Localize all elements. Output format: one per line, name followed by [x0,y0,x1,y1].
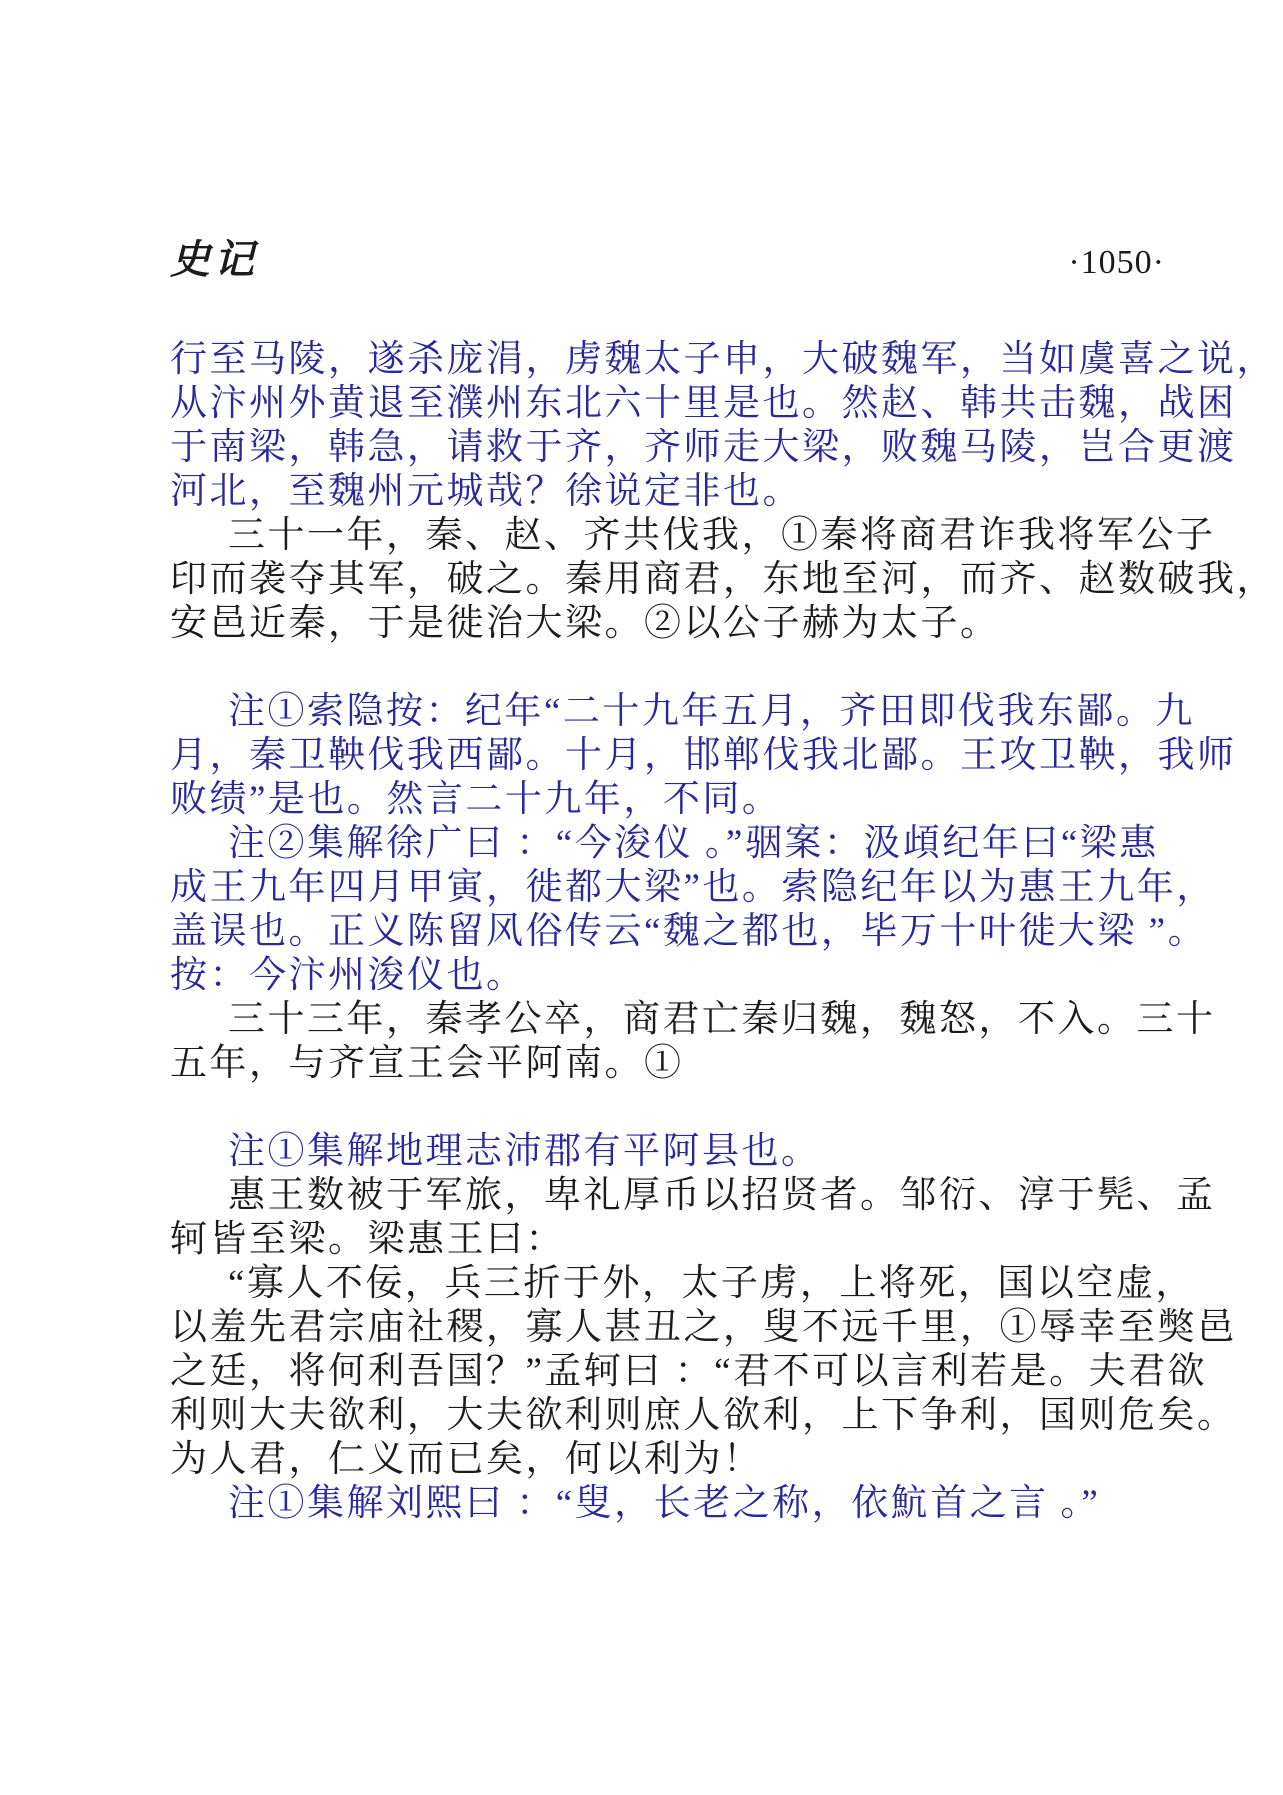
text-line: 惠王数被于军旅，卑礼厚币以招贤者。邹衍、淳于髡、孟 [228,1175,1216,1216]
text-line: 注①集解地理志沛郡有平阿县也。 [228,1131,821,1172]
text-body [170,338,1276,1526]
text-line: 利则大夫欲利，大夫欲利则庶人欲利，上下争利，国则危矣。 [170,1395,1237,1436]
text-line: 三十一年，秦、赵、齐共伐我，①秦将商君诈我将军公子 [228,515,1216,556]
text-line: 成王九年四月甲寅，徙都大梁”也。索隐纪年以为惠王九年， [170,867,1216,908]
text-line: 安邑近秦，于是徙治大梁。②以公子赫为太子。 [170,603,1000,644]
text-line: 五年，与齐宣王会平阿南。① [170,1043,684,1084]
text-line: “寡人不佞，兵三折于外，太子虏，上将死，国以空虚， [228,1263,1195,1304]
text-line: 为人君，仁义而已矣，何以利为！ [170,1439,763,1480]
text-line: 于南梁，韩急，请救于齐，齐师走大梁，败魏马陵，岂合更渡 [170,427,1237,468]
text-line: 以羞先君宗庙社稷，寡人甚丑之，叟不远千里，①辱幸至獘邑 [170,1307,1237,1348]
text-line: 轲皆至梁。梁惠王曰： [170,1219,565,1260]
text-line: 注①集解刘熙曰 ：“叟，长老之称，依魧首之言 。” [228,1483,1101,1524]
text-line: 行至马陵，遂杀庞涓，虏魏太子申，大破魏军，当如虞喜之说， [170,339,1276,380]
text-line: 印而袭夺其军，破之。秦用商君，东地至河，而齐、赵数破我， [170,559,1276,600]
text-line: 河北，至魏州元城哉？徐说定非也。 [170,471,802,512]
text-line: 注①索隐按：纪年“二十九年五月，齐田即伐我东鄙。九 [228,691,1195,732]
text-line: 盖误也。正义陈留风俗传云“魏之都也，毕万十叶徙大梁 ”。 [170,911,1208,952]
text-line: 之廷，将何利吾国？”孟轲曰 ：“君不可以言利若是。夫君欲 [170,1351,1208,1392]
book-title: 史记 [170,237,258,282]
text-line: 三十三年，秦孝公卒，商君亡秦归魏，魏怒，不入。三十 [228,999,1216,1040]
text-line: 败绩”是也。然言二十九年，不同。 [170,779,782,820]
page-header [170,228,1165,285]
text-line: 按：今汴州浚仪也。 [170,955,526,996]
text-line: 月，秦卫鞅伐我西鄙。十月，邯郸伐我北鄙。王攻卫鞅，我师 [170,735,1237,776]
text-line: 注②集解徐广曰 ：“今浚仪 。”骃案：汲頉纪年曰“梁惠 [228,823,1159,864]
page-number: ·1050· [1068,244,1165,281]
text-line: 从汴州外黄退至濮州东北六十里是也。然赵、韩共击魏，战困 [170,383,1237,424]
